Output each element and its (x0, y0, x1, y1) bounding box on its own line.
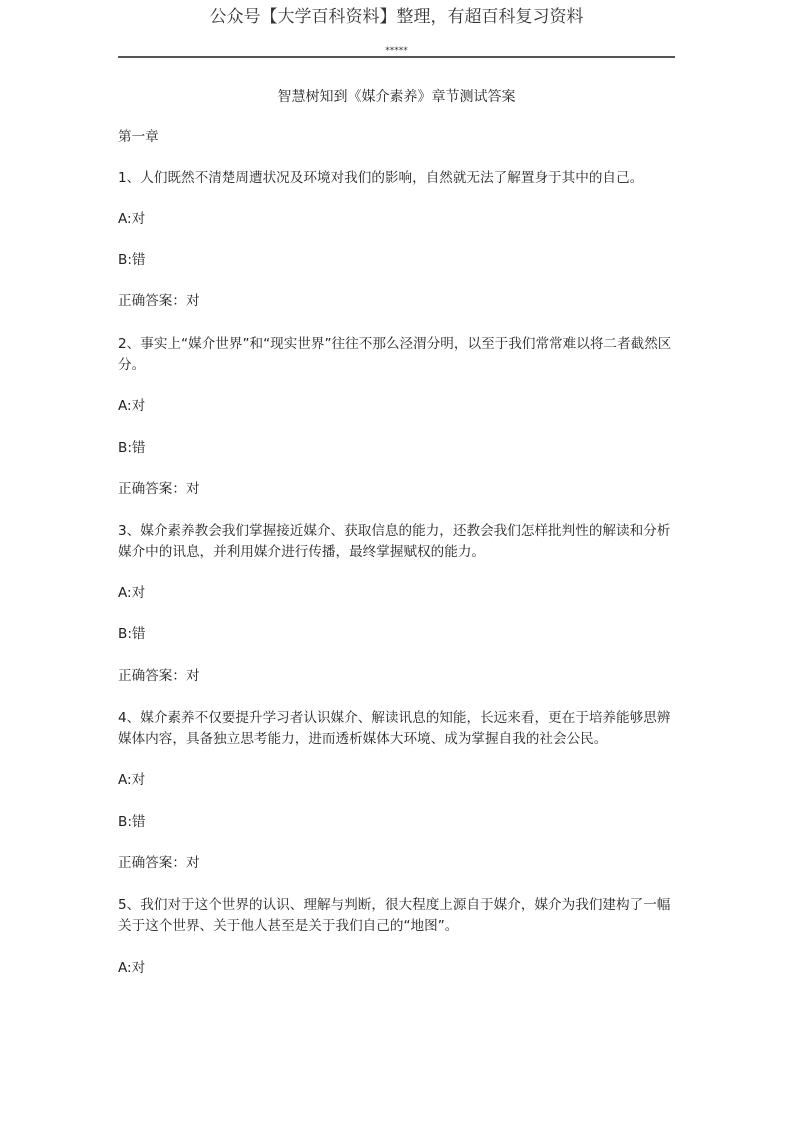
option-a: A:对 (118, 772, 146, 788)
option-a: A:对 (118, 585, 146, 601)
header-stars: ***** (385, 46, 408, 56)
correct-answer: 正确答案：对 (118, 481, 200, 497)
question-text: 5、我们对于这个世界的认识、理解与判断，很大程度上源自于媒介，媒介为我们建构了一幅关于这个世界、关于他人甚至是关于我们自己的“地图”。 (118, 897, 671, 934)
question-text: 3、媒介素养教会我们掌握接近媒介、获取信息的能力，还教会我们怎样批判性的解读和分析媒介中的讯息，并利用媒介进行传播，最终掌握赋权的能力。 (118, 523, 671, 560)
option-b: B:错 (118, 626, 146, 642)
option-a: A:对 (118, 398, 146, 414)
page-header: 公众号【大学百科资料】整理，有超百科复习资料 (209, 7, 584, 27)
question-text: 1、人们既然不清楚周遭状况及环境对我们的影响，自然就无法了解置身于其中的自己。 (118, 170, 644, 186)
chapter-heading: 第一章 (118, 129, 159, 145)
correct-answer: 正确答案：对 (118, 855, 200, 871)
header-rule (118, 56, 675, 58)
option-a: A:对 (118, 211, 146, 227)
correct-answer: 正确答案：对 (118, 293, 200, 309)
document-title: 智慧树知到《媒介素养》章节测试答案 (277, 89, 516, 105)
option-b: B:错 (118, 440, 146, 456)
question-text: 4、媒介素养不仅要提升学习者认识媒介、解读讯息的知能，长远来看，更在于培养能够思辨媒体内容，具备独立思考能力，进而透析媒体大环境、成为掌握自我的社会公民。 (118, 710, 671, 747)
option-a: A:对 (118, 960, 146, 976)
option-b: B:错 (118, 814, 146, 830)
question-text: 2、事实上“媒介世界”和“现实世界”往往不那么泾渭分明，以至于我们常常难以将二者截然区分。 (118, 336, 672, 373)
option-b: B:错 (118, 252, 146, 268)
correct-answer: 正确答案：对 (118, 668, 200, 684)
